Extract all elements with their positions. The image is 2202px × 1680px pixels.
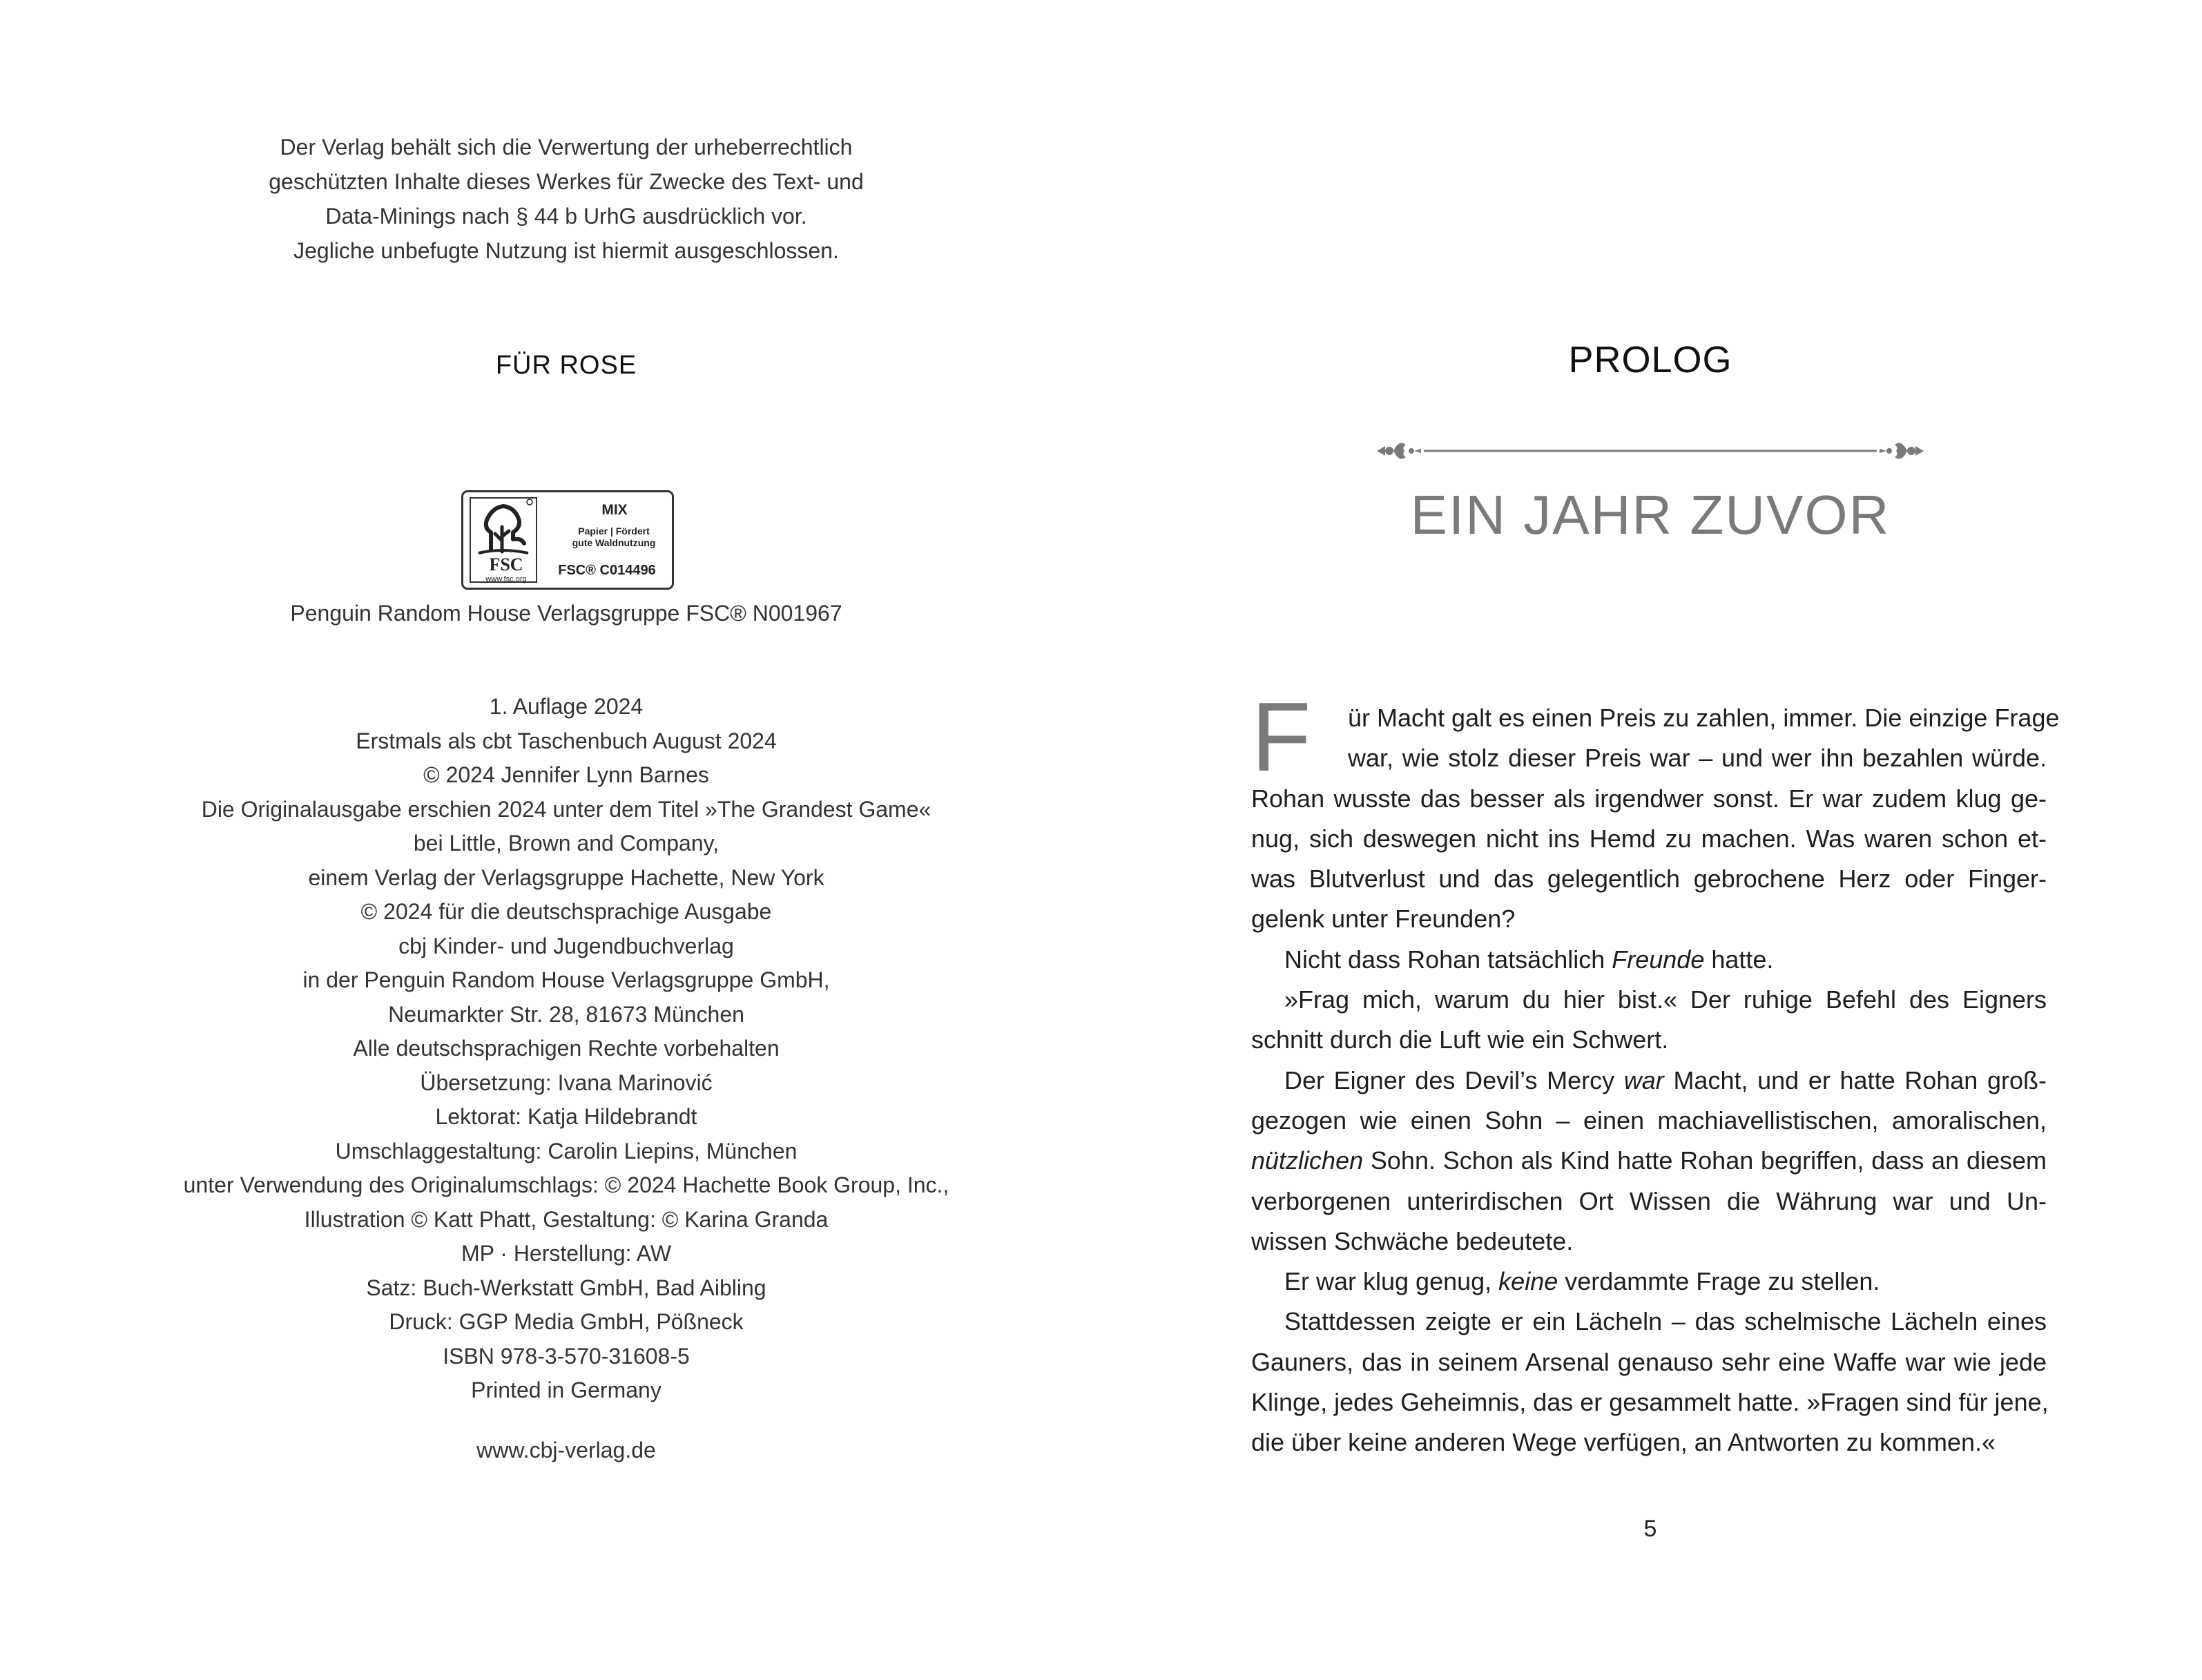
body-line — [1251, 1342, 2047, 1382]
body-line — [1251, 1422, 2047, 1462]
copyright-notice — [180, 130, 953, 268]
text-run: war, wie stolz dieser Preis war – und wer ihn bezahlen würde. — [1348, 744, 2047, 773]
text-run: »Frag mich, warum du hier bist.« Der ruhige Befehl des Eigners — [1284, 985, 2047, 1014]
imprint-line: Neumarkter Str. 28, 81673 München — [388, 1001, 744, 1027]
imprint-line: in der Penguin Random House Verlagsgruppe GmbH, — [302, 967, 830, 992]
imprint-line: Druck: GGP Media GmbH, Pößneck — [389, 1309, 744, 1334]
imprint-line: Lektorat: Katja Hildebrandt — [435, 1104, 697, 1129]
body-line — [1251, 1222, 2047, 1262]
imprint — [110, 690, 1022, 1408]
notice-line: Jegliche unbefugte Nutzung ist hiermit ausgeschlossen. — [293, 238, 839, 263]
imprint-line: einem Verlag der Verlagsgruppe Hachette, New York — [308, 865, 824, 890]
text-run: Stattdessen zeigte er ein Lächeln – das schelmische Lächeln eines — [1284, 1307, 2047, 1336]
text-run: Klinge, jedes Geheimnis, das er gesammelt hatte. »Fragen sind für jene, — [1251, 1388, 2049, 1417]
body-line — [1251, 1101, 2047, 1141]
imprint-line: Alle deutschsprachigen Rechte vorbehalten — [353, 1036, 780, 1061]
text-run: Er war klug genug, — [1284, 1267, 1499, 1296]
fsc-logo — [461, 490, 674, 590]
fsc-description-line: Papier | Fördert — [578, 525, 650, 537]
fsc-url: www.fsc.org — [485, 575, 527, 583]
ornament-divider-icon — [1374, 434, 1926, 468]
text-run: nug, sich deswegen nicht ins Hemd zu machen. Was waren schon et- — [1251, 824, 2047, 853]
imprint-line: Erstmals als cbt Taschenbuch August 2024 — [356, 728, 777, 753]
text-run: verborgenen unterirdischen Ort Wissen die Währung war und Un- — [1251, 1186, 2047, 1215]
chapter-title: PROLOG — [1568, 339, 1732, 380]
text-run: Sohn. Schon als Kind hatte Rohan begriffen, dass an diesem — [1363, 1146, 2047, 1175]
body-line — [1251, 738, 2047, 778]
imprint-line: Printed in Germany — [471, 1378, 661, 1402]
body-line — [1251, 819, 2047, 859]
text-run: Macht, und er hatte Rohan groß- — [1663, 1065, 2047, 1094]
fsc-brand: FSC — [489, 554, 523, 575]
right-page — [1132, 0, 2202, 1680]
drop-cap: F — [1251, 682, 1311, 792]
chapter-subtitle: EIN JAHR ZUVOR — [1410, 484, 1891, 545]
body-line — [1251, 779, 2047, 819]
text-run: Rohan wusste das besser als irgendwer sonst. Er war zudem klug ge- — [1251, 784, 2047, 813]
text-run: Nicht dass Rohan tatsächlich — [1284, 945, 1612, 974]
body-line — [1251, 1302, 2047, 1342]
body-line — [1251, 1061, 2047, 1101]
text-run: gezogen wie einen Sohn – einen machiavellistischen, amoralischen, — [1251, 1105, 2047, 1135]
imprint-line: bei Little, Brown and Company, — [413, 831, 719, 856]
body-line — [1251, 1020, 2047, 1060]
body-line — [1251, 1181, 2047, 1222]
imprint-line: unter Verwendung des Originalumschlags: © 2024 Hachette Book Group, Inc., — [183, 1172, 949, 1197]
fsc-description — [552, 525, 676, 549]
italic-text: keine — [1498, 1267, 1558, 1296]
notice-line: Data-Minings nach § 44 b UrhG ausdrücklich vor. — [325, 204, 807, 229]
text-run: schnitt durch die Luft wie ein Schwert. — [1251, 1025, 1669, 1054]
text-run: Der Eigner des Devil’s Mercy — [1284, 1065, 1624, 1094]
dedication: FÜR ROSE — [495, 351, 637, 380]
fsc-publisher-line: Penguin Random House Verlagsgruppe FSC® N001967 — [290, 601, 842, 626]
body-line — [1251, 1382, 2047, 1422]
body-line — [1251, 980, 2047, 1020]
publisher-website: www.cbj-verlag.de — [476, 1438, 656, 1462]
page-number: 5 — [1643, 1516, 1657, 1542]
text-run: gelenk unter Freunden? — [1251, 905, 1516, 934]
imprint-line: cbj Kinder- und Jugendbuchverlag — [398, 933, 734, 958]
text-run: ür Macht galt es einen Preis zu zahlen, immer. Die einzige Frage — [1348, 704, 2060, 732]
text-run: die über keine anderen Wege verfügen, an Antworten zu kommen.« — [1251, 1428, 1996, 1457]
text-run: hatte. — [1704, 945, 1774, 974]
body-line — [1251, 1141, 2047, 1181]
notice-line: geschützten Inhalte dieses Werkes für Zwecke des Text- und — [269, 169, 864, 194]
imprint-line: Illustration © Katt Phatt, Gestaltung: © Karina Granda — [304, 1206, 829, 1232]
imprint-line: © 2024 für die deutschsprachige Ausgabe — [360, 899, 772, 924]
imprint-line: Übersetzung: Ivana Marinović — [420, 1070, 713, 1095]
imprint-line: Satz: Buch-Werkstatt GmbH, Bad Aibling — [366, 1275, 766, 1300]
body-line — [1251, 899, 2047, 939]
italic-text: Freunde — [1612, 945, 1705, 974]
imprint-line: Die Originalausgabe erschien 2024 unter dem Titel »The Grandest Game« — [201, 796, 931, 822]
body-line — [1251, 859, 2047, 899]
fsc-description-line: gute Waldnutzung — [572, 537, 656, 548]
text-run: was Blutverlust und das gelegentlich gebrochene Herz oder Finger- — [1251, 865, 2047, 894]
imprint-line: 1. Auflage 2024 — [489, 694, 644, 719]
imprint-line: © 2024 Jennifer Lynn Barnes — [423, 762, 709, 787]
imprint-line: Umschlaggestaltung: Carolin Liepins, München — [335, 1138, 798, 1164]
notice-line: Der Verlag behält sich die Verwertung der urheberrechtlich — [280, 135, 853, 160]
imprint-line: MP · Herstellung: AW — [461, 1241, 672, 1266]
imprint-line: ISBN 978-3-570-31608-5 — [443, 1343, 690, 1369]
fsc-mix-label: MIX — [601, 502, 628, 518]
italic-text: war — [1623, 1065, 1664, 1094]
text-run: verdammte Frage zu stellen. — [1558, 1267, 1880, 1296]
italic-text: nützlichen — [1251, 1146, 1364, 1175]
text-run: Gauners, das in seinem Arsenal genauso sehr eine Waffe war wie jede — [1251, 1347, 2047, 1376]
body-line — [1251, 698, 2060, 738]
text-run: wissen Schwäche bedeutete. — [1251, 1226, 1574, 1255]
body-line — [1251, 1262, 2047, 1302]
body-line — [1251, 940, 2047, 980]
fsc-code: FSC® C014496 — [558, 563, 656, 578]
body-text — [1251, 682, 2060, 1463]
